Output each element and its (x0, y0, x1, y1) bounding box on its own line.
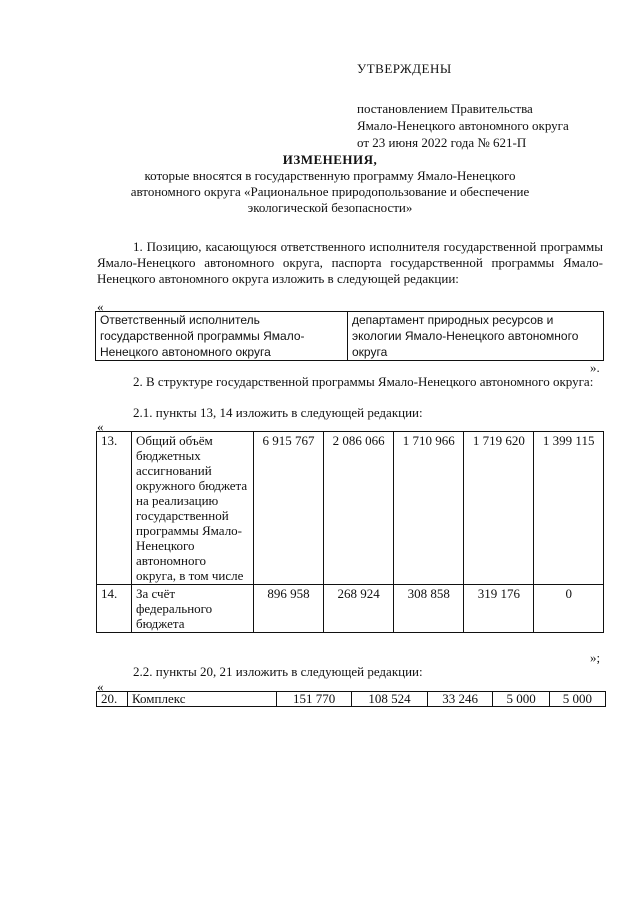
cell-value: 896 958 (254, 585, 324, 633)
cell-value: 108 524 (352, 692, 427, 707)
cell-value: 6 915 767 (254, 432, 324, 585)
title-heading: ИЗМЕНЕНИЯ, (282, 152, 378, 167)
approval-line: от 23 июня 2022 года № 621-П (357, 135, 527, 150)
cell-value: 151 770 (277, 692, 352, 707)
responsible-value: департамент природных ресурсов и экологии Ямало-Ненецкого автономного округа (348, 312, 604, 361)
quote-open: « (97, 679, 104, 694)
row-number: 20. (97, 692, 128, 707)
item-1-paragraph (97, 239, 603, 287)
quote-open: « (97, 299, 104, 314)
table-13-14 (96, 431, 604, 633)
approval-line: Ямало-Ненецкого автономного округа (357, 118, 569, 133)
title-line: автономного округа «Рациональное природопользование и обеспечение (130, 184, 530, 199)
document-title (90, 152, 570, 216)
cell-value: 1 399 115 (534, 432, 604, 585)
quote-open: « (97, 419, 104, 434)
approval-heading: УТВЕРЖДЕНЫ (357, 61, 452, 76)
cell-value: 5 000 (549, 692, 605, 707)
table-row (97, 692, 606, 707)
cell-value: 268 924 (324, 585, 394, 633)
table-row (97, 585, 604, 633)
quote-close: ». (590, 360, 600, 375)
quote-close: »; (590, 650, 601, 665)
cell-value: 33 246 (427, 692, 493, 707)
cell-value: 1 710 966 (394, 432, 464, 585)
title-line: которые вносятся в государственную программу Ямало-Ненецкого (144, 168, 516, 183)
item-2-1-text: 2.1. пункты 13, 14 изложить в следующей редакции: (133, 405, 423, 420)
cell-value: 0 (534, 585, 604, 633)
table-row (97, 432, 604, 585)
row-description: За счёт федерального бюджета (132, 585, 254, 633)
item-2-paragraph (97, 374, 603, 390)
table-20 (96, 691, 606, 707)
row-number: 13. (97, 432, 132, 585)
cell-value: 1 719 620 (464, 432, 534, 585)
approval-block (357, 60, 569, 151)
responsible-table (95, 311, 604, 361)
cell-value: 308 858 (394, 585, 464, 633)
row-description: Комплекс (128, 692, 277, 707)
approval-line: постановлением Правительства (357, 101, 533, 116)
item-1-text: 1. Позицию, касающуюся ответственного исполнителя государственной программы Ямало-Ненецкого автономного округа, паспорта государственной программы Ямало-Ненецкого автономного округа изложить в следующей редакции: (97, 239, 603, 286)
item-2-text: 2. В структуре государственной программы Ямало-Ненецкого автономного округа: (133, 374, 594, 389)
title-line: экологической безопасности» (247, 200, 413, 215)
cell-value: 2 086 066 (324, 432, 394, 585)
cell-value: 5 000 (493, 692, 549, 707)
item-2-2-text: 2.2. пункты 20, 21 изложить в следующей редакции: (133, 664, 423, 679)
table-row (96, 312, 604, 361)
responsible-label: Ответственный исполнитель государственной программы Ямало-Ненецкого автономного округа (96, 312, 348, 361)
cell-value: 319 176 (464, 585, 534, 633)
row-description: Общий объём бюджетных ассигнований окружного бюджета на реализацию государственной программы Ямало-Ненецкого автономного округа, в том числе (132, 432, 254, 585)
row-number: 14. (97, 585, 132, 633)
